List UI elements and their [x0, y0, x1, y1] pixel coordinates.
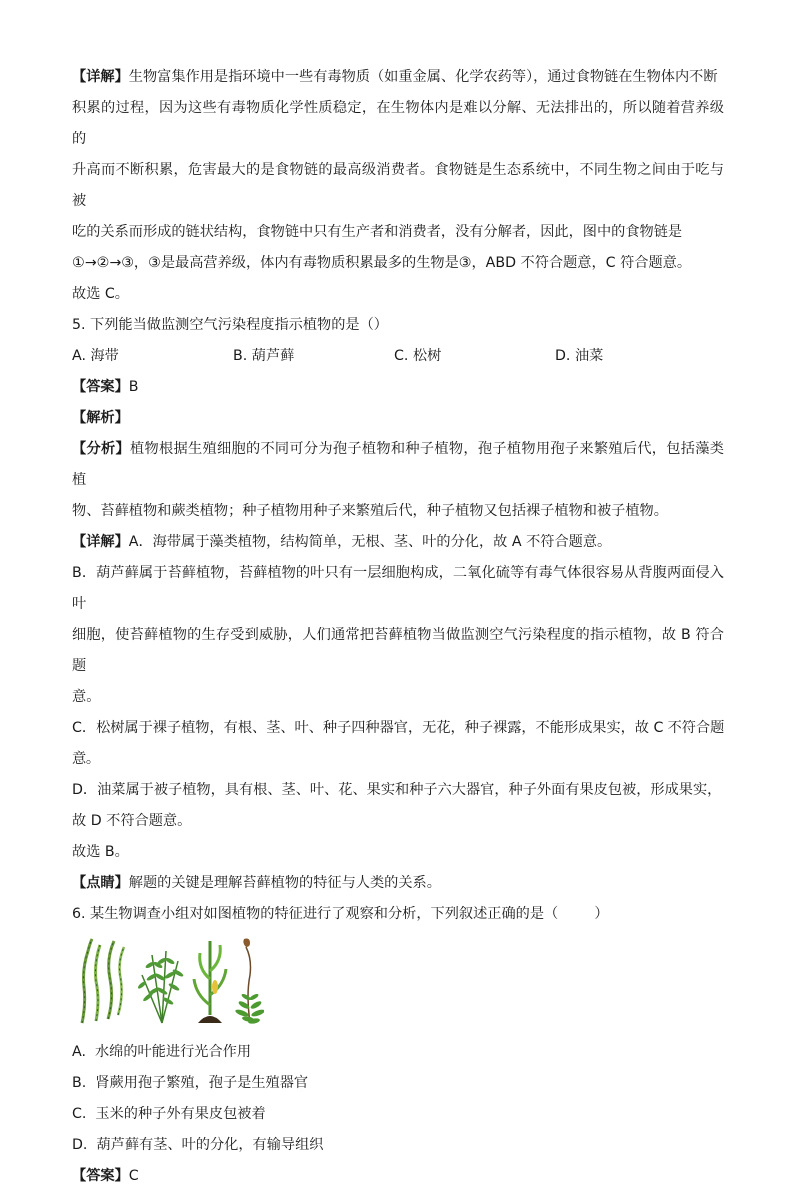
fenxi-label: 【分析】 [72, 441, 130, 457]
q5-option-a: A. 海带 [72, 348, 119, 364]
moss-icon [235, 939, 264, 1025]
detail-label: 【详解】 [72, 69, 129, 85]
q5-analysis-label: 【解析】 [72, 410, 129, 426]
detail-label: 【详解】 [72, 534, 129, 550]
spirogyra-icon [82, 939, 124, 1023]
answer-label: 【答案】 [72, 1168, 129, 1184]
document-page [72, 62, 724, 1192]
answer-label: 【答案】 [72, 379, 129, 395]
q5-detail-d-line-2: 故 D 不符合题意。 [72, 813, 192, 829]
dianjing-label: 【点睛】 [72, 875, 129, 891]
q5-option-d: D. 油菜 [555, 348, 604, 364]
q4-detail-line-3: 升高而不断积累，危害最大的是食物链的最高级消费者。食物链是生态系统中，不同生物之间由于吃与被 [72, 162, 724, 209]
q6-answer [72, 1161, 724, 1192]
q5-option-c: C. 松树 [394, 348, 442, 364]
plant-figure [74, 935, 724, 1031]
q5-answer [72, 372, 724, 403]
answer-value: B [128, 379, 139, 395]
q5-stem: 5. 下列能当做监测空气污染程度指示植物的是（） [72, 317, 388, 333]
q5-choose: 故选 B。 [72, 844, 129, 860]
q5-dianjing: 【点睛】解题的关键是理解苔藓植物的特征与人类的关系。 [72, 875, 441, 891]
q4-detail-line-1: 【详解】生物富集作用是指环境中一些有毒物质（如重金属、化学农药等），通过食物链在生物体内不断 [72, 69, 718, 85]
q6-option-a: A. 水绵的叶能进行光合作用 [72, 1044, 252, 1060]
fern-icon [137, 951, 184, 1023]
q4-choose: 故选 C。 [72, 286, 129, 302]
corn-icon [194, 941, 226, 1023]
q4-detail-line-4: 吃的关系而形成的链状结构，食物链中只有生产者和消费者，没有分解者，因此，图中的食物链是 [72, 224, 683, 240]
q5-detail-b-line-1: B．葫芦藓属于苔藓植物，苔藓植物的叶只有一层细胞构成，二氧化硫等有毒气体很容易从背腹两面侵入叶 [72, 565, 724, 612]
q5-detail-a: 【详解】A．海带属于藻类植物，结构简单，无根、茎、叶的分化，故 A 不符合题意。 [72, 534, 612, 550]
q5-detail-c: C．松树属于裸子植物，有根、茎、叶、种子四种器官，无花，种子裸露，不能形成果实，故 C 不符合题意。 [72, 720, 724, 767]
answer-value: C [128, 1168, 139, 1184]
q4-detail-line-5: ①→②→③，③是最高营养级，体内有毒物质积累最多的生物是③，ABD 不符合题意，C 符合题意。 [72, 255, 692, 271]
q5-detail-b-line-3: 意。 [72, 689, 101, 705]
q5-fenxi-line-2: 物、苔藓植物和蕨类植物；种子植物用种子来繁殖后代，种子植物又包括裸子植物和被子植物。 [72, 503, 668, 519]
q4-detail-line-2: 积累的过程，因为这些有毒物质化学性质稳定，在生物体内是难以分解、无法排出的，所以随着营养级的 [72, 100, 724, 147]
q5-options [72, 341, 724, 372]
q5-detail-d-line-1: D．油菜属于被子植物，具有根、茎、叶、花、果实和种子六大器官，种子外面有果皮包被，形成果实， [72, 782, 722, 798]
q6-option-d: D. 葫芦藓有茎、叶的分化，有输导组织 [72, 1137, 324, 1153]
q6-option-b: B. 肾蕨用孢子繁殖，孢子是生殖器官 [72, 1075, 309, 1091]
q5-option-b: B. 葫芦藓 [233, 348, 295, 364]
q5-fenxi-line-1: 【分析】植物根据生殖细胞的不同可分为孢子植物和种子植物，孢子植物用孢子来繁殖后代，包括藻类植 [72, 441, 724, 488]
q5-detail-b-line-2: 细胞，使苔藓植物的生存受到威胁，人们通常把苔藓植物当做监测空气污染程度的指示植物，故 B 符合题 [72, 627, 724, 674]
plant-figure-svg [74, 935, 264, 1027]
q6-stem: 6. 某生物调查小组对如图植物的特征进行了观察和分析，下列叙述正确的是（ ） [72, 906, 609, 922]
q6-option-c: C. 玉米的种子外有果皮包被着 [72, 1106, 266, 1122]
